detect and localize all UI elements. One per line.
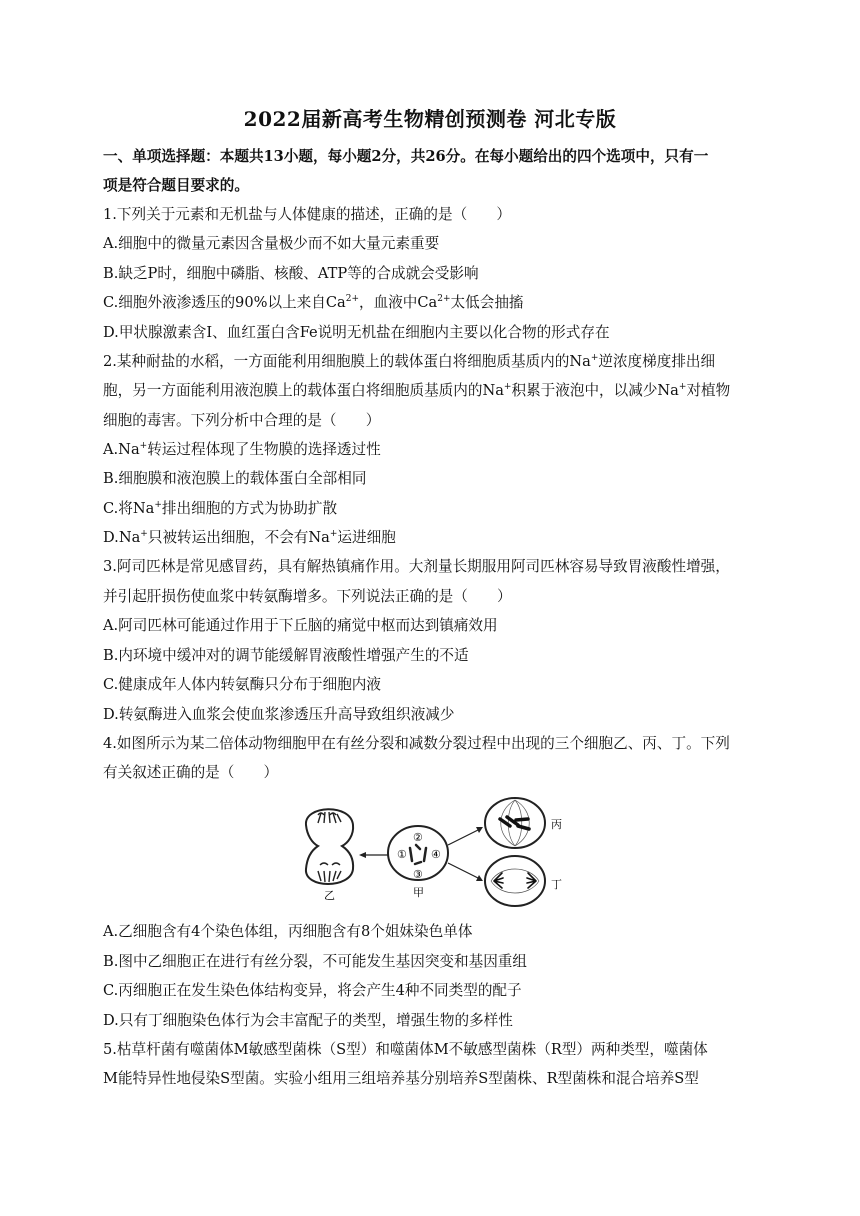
arrow-to-yi <box>359 852 388 858</box>
cell-division-figure <box>296 793 576 913</box>
label-yi: 乙 <box>324 889 335 902</box>
q1-option-d: D.甲状腺激素含I、血红蛋白含Fe说明无机盐在细胞内主要以化合物的形式存在 <box>103 324 610 341</box>
q1-option-b: B.缺乏P时，细胞中磷脂、核酸、ATP等的合成就会受影响 <box>103 265 479 282</box>
q2-option-c: C.将Na+排出细胞的方式为协助扩散 <box>103 500 338 517</box>
q5-stem-line-1: 5.枯草杆菌有噬菌体M敏感型菌株（S型）和噬菌体M不敏感型菌株（R型）两种类型，噬菌体 <box>103 1041 708 1058</box>
label-bing: 丙 <box>551 818 562 831</box>
q1-stem: 1.下列关于元素和无机盐与人体健康的描述，正确的是（ ） <box>103 206 511 223</box>
q3-stem-line-1: 3.阿司匹林是常见感冒药，具有解热镇痛作用。大剂量长期服用阿司匹林容易导致胃液酸性增强， <box>103 558 730 575</box>
section-heading-line-2: 项是符合题目要求的。 <box>103 177 249 194</box>
q4-option-c: C.丙细胞正在发生染色体结构变异，将会产生4种不同类型的配子 <box>103 982 522 999</box>
q4-stem-line-2: 有关叙述正确的是（ ） <box>103 764 279 781</box>
q2-option-a: A.Na+转运过程体现了生物膜的选择透过性 <box>103 441 381 458</box>
q1-option-a: A.细胞中的微量元素因含量极少而不如大量元素重要 <box>103 235 440 252</box>
q2-option-d: D.Na+只被转运出细胞，不会有Na+运进细胞 <box>103 529 396 546</box>
q2-stem-line-2: 胞，另一方面能利用液泡膜上的载体蛋白将细胞质基质内的Na+积累于液泡中，以减少Na+对植物 <box>103 382 731 399</box>
cell-jia <box>388 826 448 899</box>
label-n2: ② <box>413 831 423 844</box>
label-jia: 甲 <box>413 886 424 899</box>
label-ding: 丁 <box>551 878 562 891</box>
q4-option-a: A.乙细胞含有4个染色体组，丙细胞含有8个姐妹染色单体 <box>103 923 473 940</box>
arrow-to-bing <box>448 827 483 845</box>
q2-option-b: B.细胞膜和液泡膜上的载体蛋白全部相同 <box>103 470 367 487</box>
cell-yi <box>306 809 353 902</box>
label-n3: ③ <box>413 868 423 881</box>
q2-stem-line-3: 细胞的毒害。下列分析中合理的是（ ） <box>103 412 381 429</box>
cell-bing <box>485 798 562 848</box>
q3-stem-line-2: 并引起肝损伤使血浆中转氨酶增多。下列说法正确的是（ ） <box>103 588 512 605</box>
q4-option-d: D.只有丁细胞染色体行为会丰富配子的类型，增强生物的多样性 <box>103 1012 513 1029</box>
q4-stem-line-1: 4.如图所示为某二倍体动物细胞甲在有丝分裂和减数分裂过程中出现的三个细胞乙、丙、丁。下列 <box>103 735 730 752</box>
q5-stem-line-2: M能特异性地侵染S型菌。实验小组用三组培养基分别培养S型菌株、R型菌株和混合培养S型 <box>103 1070 699 1087</box>
q1-option-c: C.细胞外液渗透压的90%以上来自$Ca^{2+}$，血液中$Ca^{2+}$太低会抽搐 <box>103 294 524 311</box>
exam-title: 2022届新高考生物精创预测卷 河北专版 <box>243 107 617 131</box>
section-heading-line-1: 一、单项选择题：本题共13小题，每小题2分，共26分。在每小题给出的四个选项中，只有一 <box>103 148 709 165</box>
q3-option-d: D.转氨酶进入血浆会使血浆渗透压升高导致组织液减少 <box>103 706 455 723</box>
arrow-to-ding <box>448 863 483 881</box>
label-n4: ④ <box>431 848 441 861</box>
cell-ding <box>485 856 562 906</box>
label-n1: ① <box>397 848 407 861</box>
q2-stem-line-1: 2.某种耐盐的水稻，一方面能利用细胞膜上的载体蛋白将细胞质基质内的Na+逆浓度梯度排出细 <box>103 353 716 370</box>
q3-option-c: C.健康成年人体内转氨酶只分布于细胞内液 <box>103 676 381 693</box>
q3-option-a: A.阿司匹林可能通过作用于下丘脑的痛觉中枢而达到镇痛效用 <box>103 617 498 634</box>
q4-option-b: B.图中乙细胞正在进行有丝分裂，不可能发生基因突变和基因重组 <box>103 953 527 970</box>
q3-option-b: B.内环境中缓冲对的调节能缓解胃液酸性增强产生的不适 <box>103 647 469 664</box>
